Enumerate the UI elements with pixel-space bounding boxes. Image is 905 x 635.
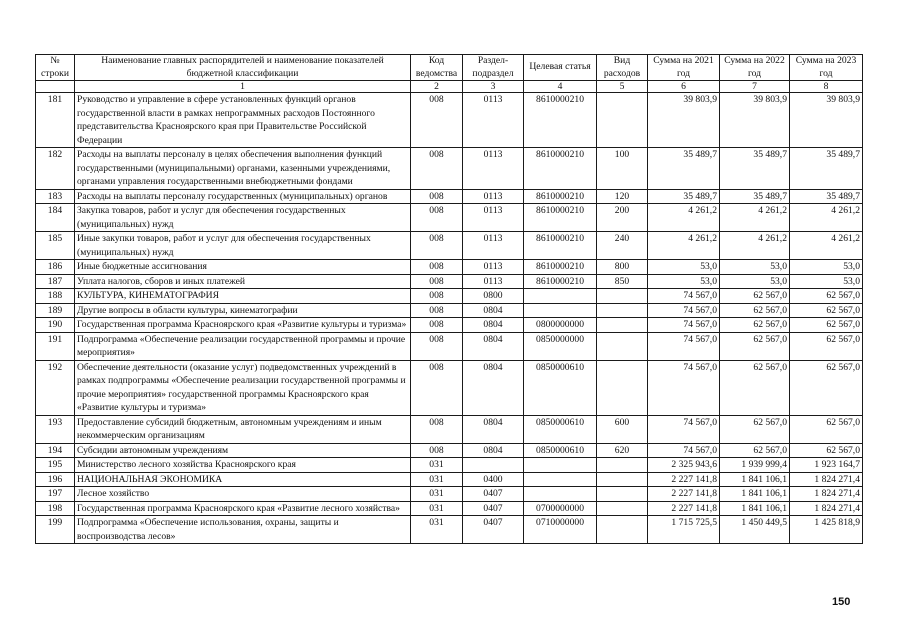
sum-2023: 4 261,2 <box>790 232 863 260</box>
row-number: 195 <box>36 458 75 473</box>
sum-2021: 53,0 <box>648 260 720 275</box>
department-code: 008 <box>411 318 463 333</box>
expense-type: 120 <box>597 189 648 204</box>
target-item <box>524 289 597 304</box>
column-number: 7 <box>720 81 790 93</box>
department-code: 031 <box>411 516 463 544</box>
sum-2023: 53,0 <box>790 274 863 289</box>
column-number-row <box>36 81 863 93</box>
row-number: 185 <box>36 232 75 260</box>
row-number: 191 <box>36 332 75 360</box>
expense-type: 850 <box>597 274 648 289</box>
sum-2021: 74 567,0 <box>648 289 720 304</box>
sum-2021: 39 803,9 <box>648 93 720 148</box>
department-code: 008 <box>411 289 463 304</box>
header-section: Раздел- подраздел <box>463 55 524 81</box>
row-name: Предоставление субсидий бюджетным, автономным учреждениям и иным некоммерческим организациям <box>75 415 411 443</box>
target-item: 0850000000 <box>524 332 597 360</box>
expense-type <box>597 516 648 544</box>
department-code: 008 <box>411 189 463 204</box>
sum-2022: 62 567,0 <box>720 360 790 415</box>
section-code: 0113 <box>463 260 524 275</box>
sum-2022: 1 841 106,1 <box>720 487 790 502</box>
sum-2021: 53,0 <box>648 274 720 289</box>
header-sum-2023: Сумма на 2023 год <box>790 55 863 81</box>
target-item: 0700000000 <box>524 501 597 516</box>
column-number: 1 <box>75 81 411 93</box>
sum-2021: 1 715 725,5 <box>648 516 720 544</box>
sum-2023: 62 567,0 <box>790 332 863 360</box>
row-name: Другие вопросы в области культуры, кинематографии <box>75 303 411 318</box>
target-item: 8610000210 <box>524 189 597 204</box>
sum-2022: 62 567,0 <box>720 289 790 304</box>
sum-2021: 2 227 141,8 <box>648 501 720 516</box>
column-number-blank <box>36 81 75 93</box>
target-item: 8610000210 <box>524 204 597 232</box>
expense-type <box>597 360 648 415</box>
target-item: 8610000210 <box>524 148 597 190</box>
table-row <box>36 472 863 487</box>
row-number: 188 <box>36 289 75 304</box>
sum-2022: 39 803,9 <box>720 93 790 148</box>
row-name: Иные закупки товаров, работ и услуг для обеспечения государственных (муниципальных) нужд <box>75 232 411 260</box>
table-row <box>36 332 863 360</box>
sum-2021: 74 567,0 <box>648 303 720 318</box>
sum-2022: 4 261,2 <box>720 232 790 260</box>
sum-2022: 35 489,7 <box>720 189 790 204</box>
section-code: 0400 <box>463 472 524 487</box>
sum-2023: 62 567,0 <box>790 303 863 318</box>
sum-2021: 2 227 141,8 <box>648 472 720 487</box>
section-code: 0804 <box>463 415 524 443</box>
table-row <box>36 458 863 473</box>
row-name: Министерство лесного хозяйства Красноярского края <box>75 458 411 473</box>
target-item: 0800000000 <box>524 318 597 333</box>
target-item: 0850000610 <box>524 443 597 458</box>
section-code: 0113 <box>463 232 524 260</box>
expense-type <box>597 332 648 360</box>
row-number: 184 <box>36 204 75 232</box>
row-name: Руководство и управление в сфере установленных функций органов государственной власти в рамках непрограммных расходов Постоянного представительства Красноярского края при Правительстве Российской Федерации <box>75 93 411 148</box>
department-code: 008 <box>411 232 463 260</box>
sum-2022: 62 567,0 <box>720 303 790 318</box>
section-code <box>463 458 524 473</box>
row-name: Лесное хозяйство <box>75 487 411 502</box>
sum-2023: 35 489,7 <box>790 148 863 190</box>
row-name: Расходы на выплаты персоналу в целях обеспечения выполнения функций государственными (муниципальными) органами, казенными учреждениями, органами управления государственными внебюджетными фондами <box>75 148 411 190</box>
sum-2021: 74 567,0 <box>648 443 720 458</box>
section-code: 0407 <box>463 487 524 502</box>
sum-2021: 74 567,0 <box>648 360 720 415</box>
sum-2023: 62 567,0 <box>790 289 863 304</box>
column-number: 2 <box>411 81 463 93</box>
expense-type <box>597 93 648 148</box>
section-code: 0113 <box>463 189 524 204</box>
sum-2023: 62 567,0 <box>790 443 863 458</box>
sum-2023: 4 261,2 <box>790 204 863 232</box>
sum-2022: 1 841 106,1 <box>720 472 790 487</box>
header-department-code: Код ведомства <box>411 55 463 81</box>
target-item: 8610000210 <box>524 274 597 289</box>
expense-type <box>597 458 648 473</box>
column-number: 8 <box>790 81 863 93</box>
expense-type: 620 <box>597 443 648 458</box>
department-code: 008 <box>411 204 463 232</box>
target-item: 8610000210 <box>524 93 597 148</box>
department-code: 031 <box>411 487 463 502</box>
target-item <box>524 303 597 318</box>
sum-2023: 1 425 818,9 <box>790 516 863 544</box>
target-item <box>524 487 597 502</box>
row-number: 196 <box>36 472 75 487</box>
column-number: 3 <box>463 81 524 93</box>
section-code: 0804 <box>463 318 524 333</box>
table-row <box>36 148 863 190</box>
row-name: Расходы на выплаты персоналу государственных (муниципальных) органов <box>75 189 411 204</box>
target-item: 0710000000 <box>524 516 597 544</box>
sum-2021: 35 489,7 <box>648 148 720 190</box>
row-number: 183 <box>36 189 75 204</box>
expense-type: 100 <box>597 148 648 190</box>
row-name: Государственная программа Красноярского края «Развитие лесного хозяйства» <box>75 501 411 516</box>
sum-2023: 53,0 <box>790 260 863 275</box>
row-name: КУЛЬТУРА, КИНЕМАТОГРАФИЯ <box>75 289 411 304</box>
section-code: 0407 <box>463 501 524 516</box>
row-name: Государственная программа Красноярского края «Развитие культуры и туризма» <box>75 318 411 333</box>
section-code: 0113 <box>463 93 524 148</box>
department-code: 031 <box>411 458 463 473</box>
sum-2022: 62 567,0 <box>720 443 790 458</box>
sum-2022: 62 567,0 <box>720 332 790 360</box>
row-name: Закупка товаров, работ и услуг для обеспечения государственных (муниципальных) нужд <box>75 204 411 232</box>
row-number: 182 <box>36 148 75 190</box>
department-code: 031 <box>411 501 463 516</box>
table-row <box>36 260 863 275</box>
department-code: 008 <box>411 274 463 289</box>
table-row <box>36 501 863 516</box>
column-number: 6 <box>648 81 720 93</box>
header-expense-type: Вид расходов <box>597 55 648 81</box>
section-code: 0113 <box>463 204 524 232</box>
budget-table <box>35 54 863 544</box>
department-code: 008 <box>411 332 463 360</box>
expense-type <box>597 472 648 487</box>
expense-type: 800 <box>597 260 648 275</box>
section-code: 0113 <box>463 274 524 289</box>
sum-2022: 4 261,2 <box>720 204 790 232</box>
sum-2023: 1 824 271,4 <box>790 487 863 502</box>
table-row <box>36 189 863 204</box>
header-target-item: Целевая статья <box>524 55 597 81</box>
sum-2023: 39 803,9 <box>790 93 863 148</box>
row-name: Подпрограмма «Обеспечение реализации государственной программы и прочие мероприятия» <box>75 332 411 360</box>
row-name: НАЦИОНАЛЬНАЯ ЭКОНОМИКА <box>75 472 411 487</box>
sum-2022: 1 841 106,1 <box>720 501 790 516</box>
sum-2023: 62 567,0 <box>790 360 863 415</box>
expense-type <box>597 487 648 502</box>
row-number: 193 <box>36 415 75 443</box>
row-name: Подпрограмма «Обеспечение использования, охраны, защиты и воспроизводства лесов» <box>75 516 411 544</box>
target-item: 0850000610 <box>524 415 597 443</box>
sum-2023: 1 824 271,4 <box>790 472 863 487</box>
sum-2022: 1 450 449,5 <box>720 516 790 544</box>
sum-2022: 1 939 999,4 <box>720 458 790 473</box>
header-row <box>36 55 863 81</box>
expense-type: 600 <box>597 415 648 443</box>
row-name: Иные бюджетные ассигнования <box>75 260 411 275</box>
sum-2022: 53,0 <box>720 260 790 275</box>
department-code: 008 <box>411 148 463 190</box>
section-code: 0804 <box>463 303 524 318</box>
table-row <box>36 303 863 318</box>
sum-2021: 2 227 141,8 <box>648 487 720 502</box>
sum-2022: 53,0 <box>720 274 790 289</box>
table-row <box>36 516 863 544</box>
row-number: 199 <box>36 516 75 544</box>
sum-2022: 62 567,0 <box>720 415 790 443</box>
table-row <box>36 487 863 502</box>
table-row <box>36 274 863 289</box>
target-item: 0850000610 <box>524 360 597 415</box>
table-row <box>36 443 863 458</box>
expense-type <box>597 303 648 318</box>
expense-type <box>597 318 648 333</box>
sum-2021: 2 325 943,6 <box>648 458 720 473</box>
sum-2023: 35 489,7 <box>790 189 863 204</box>
target-item: 8610000210 <box>524 232 597 260</box>
sum-2021: 35 489,7 <box>648 189 720 204</box>
table-row <box>36 318 863 333</box>
expense-type: 240 <box>597 232 648 260</box>
department-code: 008 <box>411 260 463 275</box>
row-name: Уплата налогов, сборов и иных платежей <box>75 274 411 289</box>
expense-type <box>597 501 648 516</box>
sum-2023: 1 824 271,4 <box>790 501 863 516</box>
section-code: 0407 <box>463 516 524 544</box>
department-code: 008 <box>411 360 463 415</box>
column-number: 4 <box>524 81 597 93</box>
sum-2022: 35 489,7 <box>720 148 790 190</box>
expense-type <box>597 289 648 304</box>
department-code: 008 <box>411 93 463 148</box>
header-sum-2021: Сумма на 2021 год <box>648 55 720 81</box>
department-code: 008 <box>411 443 463 458</box>
page-number: 150 <box>832 596 851 608</box>
target-item <box>524 458 597 473</box>
sum-2023: 62 567,0 <box>790 415 863 443</box>
table-row <box>36 232 863 260</box>
department-code: 008 <box>411 415 463 443</box>
table-row <box>36 93 863 148</box>
row-number: 192 <box>36 360 75 415</box>
row-number: 189 <box>36 303 75 318</box>
row-number: 198 <box>36 501 75 516</box>
row-number: 187 <box>36 274 75 289</box>
row-number: 194 <box>36 443 75 458</box>
table-row <box>36 204 863 232</box>
table-row <box>36 415 863 443</box>
sum-2023: 62 567,0 <box>790 318 863 333</box>
section-code: 0804 <box>463 360 524 415</box>
table-row <box>36 289 863 304</box>
row-number: 186 <box>36 260 75 275</box>
sum-2021: 74 567,0 <box>648 318 720 333</box>
expense-type: 200 <box>597 204 648 232</box>
row-number: 181 <box>36 93 75 148</box>
row-number: 190 <box>36 318 75 333</box>
header-sum-2022: Сумма на 2022 год <box>720 55 790 81</box>
target-item <box>524 472 597 487</box>
sum-2021: 4 261,2 <box>648 204 720 232</box>
header-row-number: № строки <box>36 55 75 81</box>
sum-2021: 4 261,2 <box>648 232 720 260</box>
department-code: 031 <box>411 472 463 487</box>
sum-2022: 62 567,0 <box>720 318 790 333</box>
section-code: 0804 <box>463 443 524 458</box>
row-name: Субсидии автономным учреждениям <box>75 443 411 458</box>
sum-2023: 1 923 164,7 <box>790 458 863 473</box>
sum-2021: 74 567,0 <box>648 332 720 360</box>
target-item: 8610000210 <box>524 260 597 275</box>
column-number: 5 <box>597 81 648 93</box>
department-code: 008 <box>411 303 463 318</box>
table-row <box>36 360 863 415</box>
sum-2021: 74 567,0 <box>648 415 720 443</box>
header-name: Наименование главных распорядителей и наименование показателей бюджетной классификации <box>75 55 411 81</box>
row-number: 197 <box>36 487 75 502</box>
section-code: 0113 <box>463 148 524 190</box>
row-name: Обеспечение деятельности (оказание услуг) подведомственных учреждений в рамках подпрограммы «Обеспечение реализации государственной программы и прочие мероприятия» государственной программы Красноярского края «Развитие культуры и туризма» <box>75 360 411 415</box>
section-code: 0800 <box>463 289 524 304</box>
section-code: 0804 <box>463 332 524 360</box>
